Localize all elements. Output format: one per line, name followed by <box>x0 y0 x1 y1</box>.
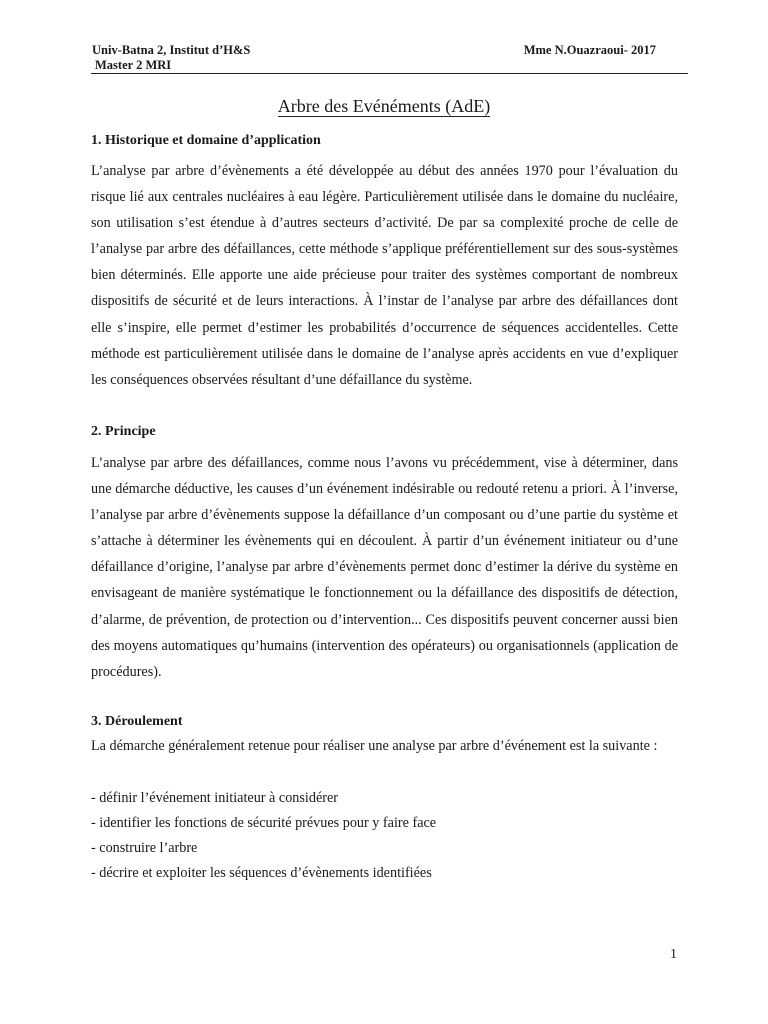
steps-list <box>91 786 678 886</box>
section-paragraph-principe: L’analyse par arbre des défaillances, comme nous l’avons vu précédemment, vise à déterminer, dans une démarche déductive, les causes d’un événement indésirable ou redouté retenu a priori. À l’inverse, l’analyse par arbre d’évènements suppose la défaillance d’un composant ou d’une partie du système et s’attache à déterminer les évènements qui en découlent. À partir d’un événement initiateur ou d’une défaillance d’origine, l’analyse par arbre d’évènements permet donc d’estimer la dérive du système en envisageant de manière systématique le fonctionnement ou la défaillance des dispositifs de détection, d’alarme, de prévention, de protection ou d’intervention... Ces dispositifs peuvent concerner aussi bien des moyens automatiques qu’humains (intervention des opérateurs) ou organisationnels (application de procédures). <box>91 455 678 680</box>
section-heading-historique: 1. Historique et domaine d’application <box>91 133 321 148</box>
header-author: Mme N.Ouazraoui- 2017 <box>523 43 656 57</box>
header-divider <box>91 73 688 74</box>
section-heading-deroulement: 3. Déroulement <box>91 714 183 729</box>
list-item: - définir l’événement initiateur à considérer <box>91 790 338 806</box>
page-number: 1 <box>670 947 677 962</box>
section-heading-principe: 2. Principe <box>91 424 156 439</box>
header-program-line: Master 2 MRI <box>95 58 172 72</box>
list-item: - identifier les fonctions de sécurité prévues pour y faire face <box>91 815 437 831</box>
document-title <box>0 95 768 117</box>
document-title-text: Arbre des Evénéments (AdE) <box>277 96 491 116</box>
list-item: - construire l’arbre <box>91 840 198 856</box>
header-institution <box>92 43 250 73</box>
section-paragraph-historique: L’analyse par arbre d’évènements a été développée au début des années 1970 pour l’évaluation du risque lié aux centrales nucléaires à eau légère. Particulièrement utilisée dans le domaine du nucléaire, son utilisation s’est étendue à d’autres secteurs d’activité. De par sa complexité proche de celle de l’analyse par arbre des défaillances, cette méthode s’applique préférentiellement sur des sous-systèmes bien déterminés. Elle apporte une aide précieuse pour traiter des systèmes comportant de nombreux dispositifs de sécurité et de leurs interactions. À l’instar de l’analyse par arbre des défaillances dont elle s’inspire, elle permet d’estimer les probabilités d’occurrence de séquences accidentelles. Cette méthode est particulièrement utilisée dans le domaine de l’analyse après accidents en vue d’expliquer les conséquences observées résultant d’une défaillance du système. <box>91 163 678 388</box>
header-institution-line: Univ-Batna 2, Institut d’H&S <box>92 43 251 57</box>
list-item: - décrire et exploiter les séquences d’évènements identifiées <box>91 865 432 881</box>
section-paragraph-deroulement: La démarche généralement retenue pour réaliser une analyse par arbre d’événement est la suivante : <box>91 738 658 754</box>
